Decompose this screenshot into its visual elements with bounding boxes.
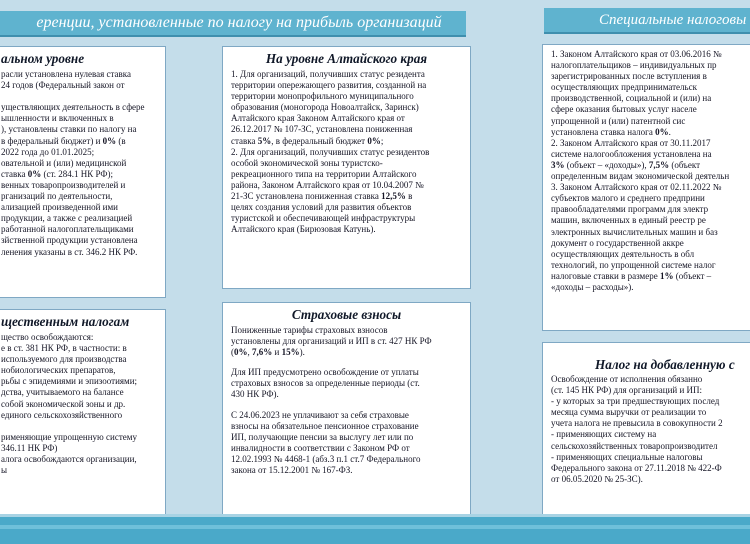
text-line: технологий, по упрощенной системе налог (551, 259, 716, 270)
text-line: зарегистрированных после вступления в (551, 71, 707, 82)
text-line: осуществляющих деятельность в обл (551, 248, 695, 259)
text-line: С 24.06.2023 не уплачивают за себя страховые (231, 409, 409, 420)
text-line: взносы на обязательное пенсионное страхование (231, 420, 419, 431)
text-line: «доходы – расходы»). (551, 281, 634, 292)
text-line: продукции, а также с реализацией (1, 213, 133, 224)
text-line: 21-ЗС установлена пониженная ставка 12,5% в (231, 191, 413, 202)
text-line: венных товаропроизводителей и (1, 179, 126, 190)
text-line: 1. Законом Алтайского края от 03.06.2016 № (551, 49, 722, 59)
text-line: 2022 года до 01.01.2025; (1, 146, 95, 157)
text-line: Алтайского края Законом Алтайского края от (231, 113, 405, 124)
text-line: субъектов малого и среднего предприни (551, 193, 705, 204)
vat-text (551, 374, 750, 485)
text-line: упрощенной и (или) патентной сис (551, 115, 686, 126)
tax-incentives-banner: еренции, установленные по налогу на прибыль организаций (0, 11, 466, 37)
text-line: правообладателями программ для электр (551, 204, 709, 215)
insurance-contributions-title: Страховые взносы (291, 307, 402, 322)
text-line: 1. Для организаций, получивших статус резидента (231, 69, 425, 79)
text-line: - применяющих специальные налоговы (551, 451, 703, 462)
text-line: рьбы с эпидемиями и эпизоотиями; (1, 376, 138, 387)
text-line: 2. Законом Алтайского края от 30.11.2017 (551, 137, 711, 148)
text-line: (0%, 7,6% и 15%). (231, 347, 305, 358)
text-line: закона от 15.12.2001 № 167-ФЗ. (231, 465, 353, 476)
text-line: сельскохозяйственных товаропроизводител (551, 440, 718, 451)
text-line: 3. Законом Алтайского края от 02.11.2022 № (551, 182, 722, 193)
text-line: производственной, социальной и (или) на (551, 93, 712, 104)
altai-region-title: На уровне Алтайского края (265, 51, 428, 66)
text-line (1, 91, 159, 102)
text-line: работанной налогоплательщиками (1, 224, 134, 235)
text-line: зйственной продукции установлена (1, 235, 138, 246)
text-line: ленения указаны в ст. 346.2 НК РФ. (1, 246, 138, 257)
text-line: щество освобождаются: (1, 332, 94, 342)
bottom-decor-stripe (0, 525, 750, 529)
text-line: осуществляющих предпринимательск (551, 82, 697, 93)
text-line: документ о государственной аккре (551, 237, 684, 248)
text-line: нобиологических препаратов, (1, 365, 116, 376)
bottom-decor-bar (0, 514, 750, 544)
text-line: е в ст. 381 НК РФ, в частности: в (1, 343, 127, 354)
text-line: ИП, получающие пенсии за выслугу лет или по (231, 431, 414, 442)
vat-title: Налог на добавленную с (595, 357, 735, 372)
text-line: сфере оказания бытовых услуг населе (551, 104, 697, 115)
text-line: электронных вычислительных машин и баз (551, 226, 718, 237)
text-line: в федеральный бюджет) и 0% (в (1, 135, 126, 146)
text-line: ), установлены ставки по налогу на (1, 124, 137, 135)
text-line: образования (моногорода Новоалтайск, Заринск) (231, 102, 419, 113)
text-line: используемого для производства (1, 354, 127, 365)
text-line: 346.11 НК РФ) (1, 442, 58, 453)
text-line: определенным видам экономической деятельн (551, 171, 730, 182)
text-line: 430 НК РФ). (231, 389, 279, 400)
insurance-para-2 (231, 367, 462, 400)
special-tax-regimes-banner: Специальные налоговы (544, 8, 750, 34)
insurance-contributions-card (222, 302, 471, 526)
altai-region-text (231, 69, 462, 235)
text-line: от 06.05.2020 № 25-ЗС). (551, 473, 643, 484)
text-line: - применяющих систему на (551, 429, 657, 440)
text-line: целях создания условий для развития объектов (231, 202, 412, 213)
text-line: (ст. 145 НК РФ) для организаций и ИП: (551, 385, 703, 396)
text-line: налоговые ставки в размере 1% (объект – (551, 270, 712, 281)
text-line: машин, включенных в единый реестр ре (551, 215, 706, 226)
text-line: рименяющие упрощенную систему (1, 431, 137, 442)
text-line: Для ИП предусмотрено освобождение от уплаты (231, 367, 419, 378)
text-line: рекреационного типа на территории Алтайского (231, 168, 417, 179)
text-line: установлена ставка налога 0%. (551, 126, 671, 137)
text-line (1, 421, 159, 432)
text-line: овательной и (или) медицинской (1, 157, 127, 168)
text-line: 12.02.1993 № 4468-1 (абз.3 п.1 ст.7 Федерального (231, 453, 421, 464)
text-line: 2. Для организаций, получивших статус резидентов (231, 146, 430, 157)
text-line: алога освобождаются организации, (1, 454, 137, 465)
insurance-para-3 (231, 410, 462, 477)
text-line: ставка 0% (ст. 284.1 НК РФ); (1, 168, 113, 179)
text-line: особой экономической зоны туристско- (231, 157, 383, 168)
text-line: района, Законом Алтайского края от 10.04.2007 № (231, 179, 424, 190)
text-line: территории монопрофильного муниципального (231, 91, 414, 102)
text-line: 24 годов (Федеральный закон от (1, 80, 125, 91)
text-line: установлены для организаций и ИП в ст. 427 НК РФ (231, 336, 432, 347)
text-line: месяца сумма выручки от реализации то (551, 407, 707, 418)
text-line: территории опережающего развития, созданной на (231, 80, 427, 91)
text-line: единого сельскохозяйственного (1, 409, 123, 420)
text-line: - у которых за три предшествующих послед (551, 396, 720, 407)
property-taxes-title: щественным налогам (1, 314, 130, 329)
text-line: дства, учитываемого на балансе (1, 387, 124, 398)
text-line: Федерального закона от 27.11.2018 № 422-Ф (551, 462, 722, 473)
insurance-para-1 (231, 325, 462, 358)
text-line: налогоплательщиков – индивидуальных пр (551, 60, 717, 71)
federal-level-card (0, 46, 166, 298)
special-regimes-card (542, 44, 750, 331)
special-regimes-text (551, 49, 750, 293)
federal-level-text (0, 69, 159, 258)
text-line: Пониженные тарифы страховых взносов (231, 325, 388, 335)
text-line: инвалидности в соответствии с Законом РФ от (231, 442, 410, 453)
text-line: ышленности и включенных в (1, 113, 114, 124)
text-line: Освобождение от исполнения обязанно (551, 374, 703, 384)
text-line: ставка 5%, в федеральный бюджет 0%; (231, 135, 384, 146)
text-line: туристской и обеспечивающей инфраструктуры (231, 213, 416, 224)
text-line: расли установлена нулевая ставка (1, 69, 132, 79)
text-line: Алтайского края (Бирюзовая Катунь). (231, 224, 376, 235)
text-line: рганизаций по деятельности, (1, 191, 113, 202)
altai-region-card (222, 46, 471, 289)
text-line: 26.12.2017 № 107-ЗС, установлена пониженная (231, 124, 413, 135)
text-line: учета налога не превысила в совокупности 2 (551, 418, 723, 429)
vat-card (542, 342, 750, 520)
federal-level-title: альном уровне (1, 51, 85, 66)
property-taxes-text (0, 332, 159, 476)
text-line: ы (1, 465, 8, 476)
text-line: уществляющих деятельность в сфере (1, 102, 145, 113)
text-line: страховых взносов за определенные периоды (ст. (231, 378, 420, 389)
text-line: 3% (объект – «доходы»), 7,5% (объект (551, 159, 701, 170)
text-line: собой экономической зоны и др. (1, 398, 126, 409)
text-line: ализацией произведенной ими (1, 202, 118, 213)
property-taxes-card (0, 309, 166, 531)
text-line: системе налогообложения установлена на (551, 148, 712, 159)
